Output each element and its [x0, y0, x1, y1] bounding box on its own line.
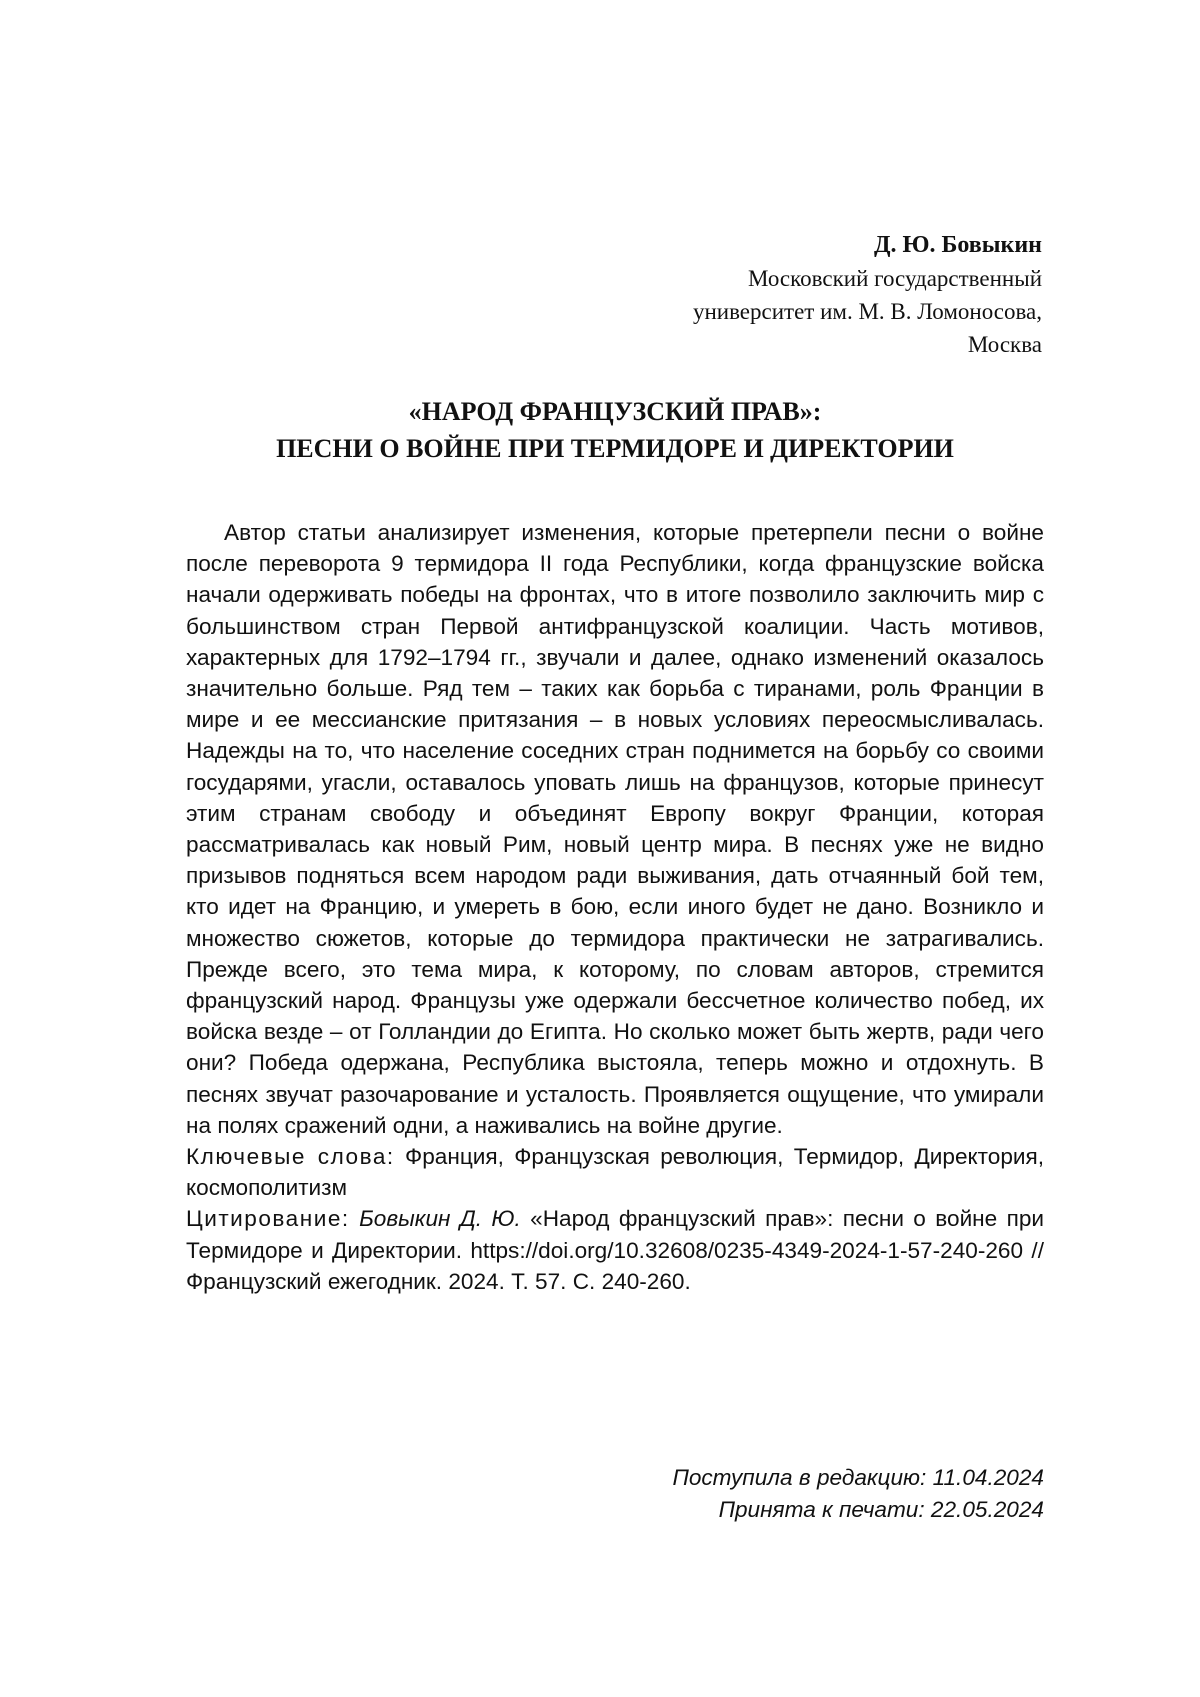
- citation-author: Бовыкин Д. Ю.: [359, 1206, 521, 1232]
- received-date: Поступила в редакцию: 11.04.2024: [672, 1465, 1044, 1490]
- title-line-2: ПЕСНИ О ВОЙНЕ ПРИ ТЕРМИДОРЕ И ДИРЕКТОРИИ: [276, 434, 954, 463]
- abstract-text: Автор статьи анализирует изменения, которые претерпели песни о войне после переворота 9 термидора II года Республики, когда французские войска начали одерживать победы на фронтах, что в итоге позволило заключить мир с большинством стран Первой антифранцузской коалиции. Часть мотивов, характерных для 1792–1794 гг., звучали и далее, однако изменений оказалось значительно больше. Ряд тем – таких как борьба с тиранами, роль Франции в мире и ее мессианские притязания – в новых условиях переосмысливалась. Надежды на то, что население соседних стран поднимется на борьбу со своими государями, угасли, оставалось уповать лишь на французов, которые принесут этим странам свободу и объединят Европу вокруг Франции, которая рассматривалась как новый Рим, новый центр мира. В песнях уже не видно призывов подняться всем народом ради выживания, дать отчаянный бой тем, кто идет на Францию, и умереть в бою, если иного будет не дано. Возникло и множество сюжетов, которые до термидора практически не затрагивались. Прежде всего, это тема мира, к которому, по словам авторов, стремится французский народ. Французы уже одержали бессчетное количество побед, их войска везде – от Голландии до Египта. Но сколько может быть жертв, ради чего они? Победа одержана, Республика выстояла, теперь можно и отдохнуть. В песнях звучат разочарование и усталость. Проявляется ощущение, что умирали на полях сражений одни, а наживались на войне другие.: [186, 520, 1044, 1138]
- keywords: [186, 1141, 1044, 1203]
- affiliation-line-2: университет им. М. В. Ломоносова,: [692, 299, 1042, 324]
- accepted-date: Принята к печати: 22.05.2024: [718, 1497, 1044, 1522]
- author-name: Д. Ю. Бовыкин: [874, 232, 1042, 258]
- citation-text: «Народ французский прав»: песни о войне при Термидоре и Директории. https://doi.org/10.32608/0235-4349-2024-1-57-240-260 // Французский ежегодник. 2024. Т. 57. С. 240-260.: [186, 1206, 1045, 1294]
- affiliation-line-1: Московский государственный: [747, 266, 1042, 291]
- submission-dates: [444, 1462, 1044, 1526]
- title-line-1: «НАРОД ФРАНЦУЗСКИЙ ПРАВ»:: [408, 397, 822, 426]
- article-title: [185, 393, 1045, 467]
- keywords-text: Франция, Французская революция, Термидор, Директория, космополитизм: [186, 1144, 1045, 1201]
- author-block: [522, 228, 1042, 361]
- citation: [186, 1203, 1044, 1297]
- citation-label: Цитирование:: [186, 1206, 350, 1232]
- affiliation-line-3: Москва: [967, 332, 1042, 357]
- abstract-block: [186, 517, 1044, 1297]
- keywords-label: Ключевые слова:: [186, 1144, 395, 1170]
